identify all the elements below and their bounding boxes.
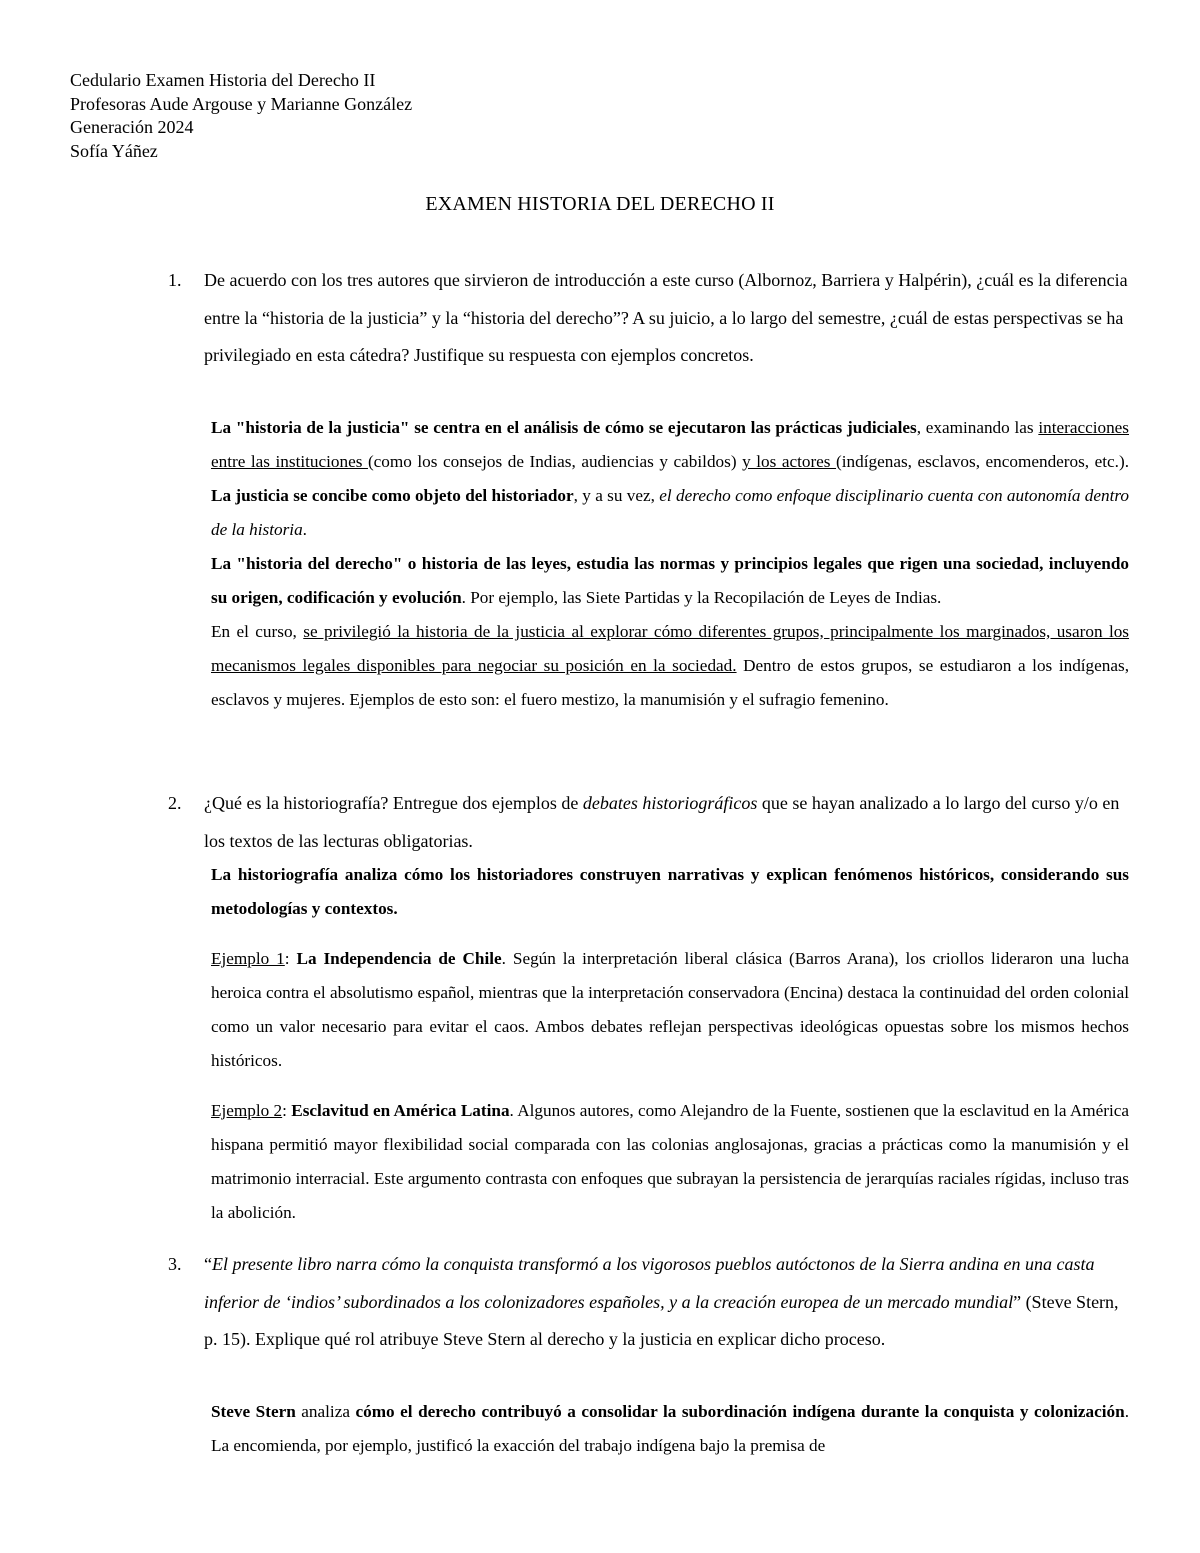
question-3-text: “El presente libro narra cómo la conquista transformó a los vigorosos pueblos autóctonos de la Sierra andina en una casta inferior de ‘indios’ subordinados a los colonizadores españoles, y a la creación europea de un mercado mundial” (Steve Stern, p. 15). Explique qué rol atribuye Steve Stern al derecho y la justicia en explicar dicho proceso. <box>204 1254 1119 1349</box>
question-1-number: 1. <box>168 270 182 290</box>
question-3-number: 3. <box>168 1254 182 1274</box>
document-header <box>70 69 412 163</box>
answer-2-definition: La historiografía analiza cómo los historiadores construyen narrativas y explican fenómenos históricos, considerando sus metodologías y contextos. <box>211 865 1129 918</box>
answer-1-paragraph-2: La "historia del derecho" o historia de las leyes, estudia las normas y principios legales que rigen una sociedad, incluyendo su origen, codificación y evolución. Por ejemplo, las Siete Partidas y la Recopilación de Leyes de Indias. <box>211 554 1129 607</box>
question-2-text: ¿Qué es la historiografía? Entregue dos ejemplos de debates historiográficos que se hayan analizado a lo largo del curso y/o en los textos de las lecturas obligatorias. <box>204 793 1120 851</box>
question-3-answer <box>211 1395 1129 1463</box>
question-2-number: 2. <box>168 793 182 813</box>
answer-2-example-1: Ejemplo 1: La Independencia de Chile. Según la interpretación liberal clásica (Barros Arana), los criollos lideraron una lucha heroica contra el absolutismo español, mientras que la interpretación conservadora (Encina) destaca la continuidad del orden colonial como un valor necesario para evitar el caos. Ambos debates reflejan perspectivas ideológicas opuestas sobre los mismos hechos históricos. <box>211 949 1129 1070</box>
answer-2-example-2: Ejemplo 2: Esclavitud en América Latina. Algunos autores, como Alejandro de la Fuente, sostienen que la esclavitud en la América hispana permitió mayor flexibilidad social comparada con las colonias anglosajonas, gracias a prácticas como la manumisión y el matrimonio interracial. Este argumento contrasta con enfoques que subrayan la persistencia de jerarquías raciales rígidas, incluso tras la abolición. <box>211 1101 1129 1222</box>
author-line: Sofía Yáñez <box>70 140 158 161</box>
page-title: EXAMEN HISTORIA DEL DERECHO II <box>425 193 775 215</box>
question-2-answer <box>211 858 1129 1230</box>
professors-line: Profesoras Aude Argouse y Marianne González <box>70 93 413 114</box>
question-1-text: De acuerdo con los tres autores que sirvieron de introducción a este curso (Albornoz, Barriera y Halpérin), ¿cuál es la diferencia entre la “historia de la justicia” y la “historia del derecho”? A su juicio, a lo largo del semestre, ¿cuál de estas perspectivas se ha privilegiado en esta cátedra? Justifique su respuesta con ejemplos concretos. <box>204 270 1128 365</box>
answer-3-paragraph: Steve Stern analiza cómo el derecho contribuyó a consolidar la subordinación indígena durante la conquista y colonización. La encomienda, por ejemplo, justificó la exacción del trabajo indígena bajo la premisa de <box>211 1402 1130 1455</box>
generation-line: Generación 2024 <box>70 117 194 137</box>
question-1-answer <box>211 411 1129 717</box>
course-line: Cedulario Examen Historia del Derecho II <box>70 70 376 90</box>
answer-1-paragraph-1: La "historia de la justicia" se centra en el análisis de cómo se ejecutaron las prácticas judiciales, examinando las interacciones entre las instituciones (como los consejos de Indias, audiencias y cabildos) y los actores (indígenas, esclavos, encomenderos, etc.). La justicia se concibe como objeto del historiador, y a su vez, el derecho como enfoque disciplinario cuenta con autonomía dentro de la historia. <box>211 418 1130 539</box>
answer-1-paragraph-3: En el curso, se privilegió la historia de la justicia al explorar cómo diferentes grupos, principalmente los marginados, usaron los mecanismos legales disponibles para negociar su posición en la sociedad. Dentro de estos grupos, se estudiaron a los indígenas, esclavos y mujeres. Ejemplos de esto son: el fuero mestizo, la manumisión y el sufragio femenino. <box>211 622 1129 709</box>
